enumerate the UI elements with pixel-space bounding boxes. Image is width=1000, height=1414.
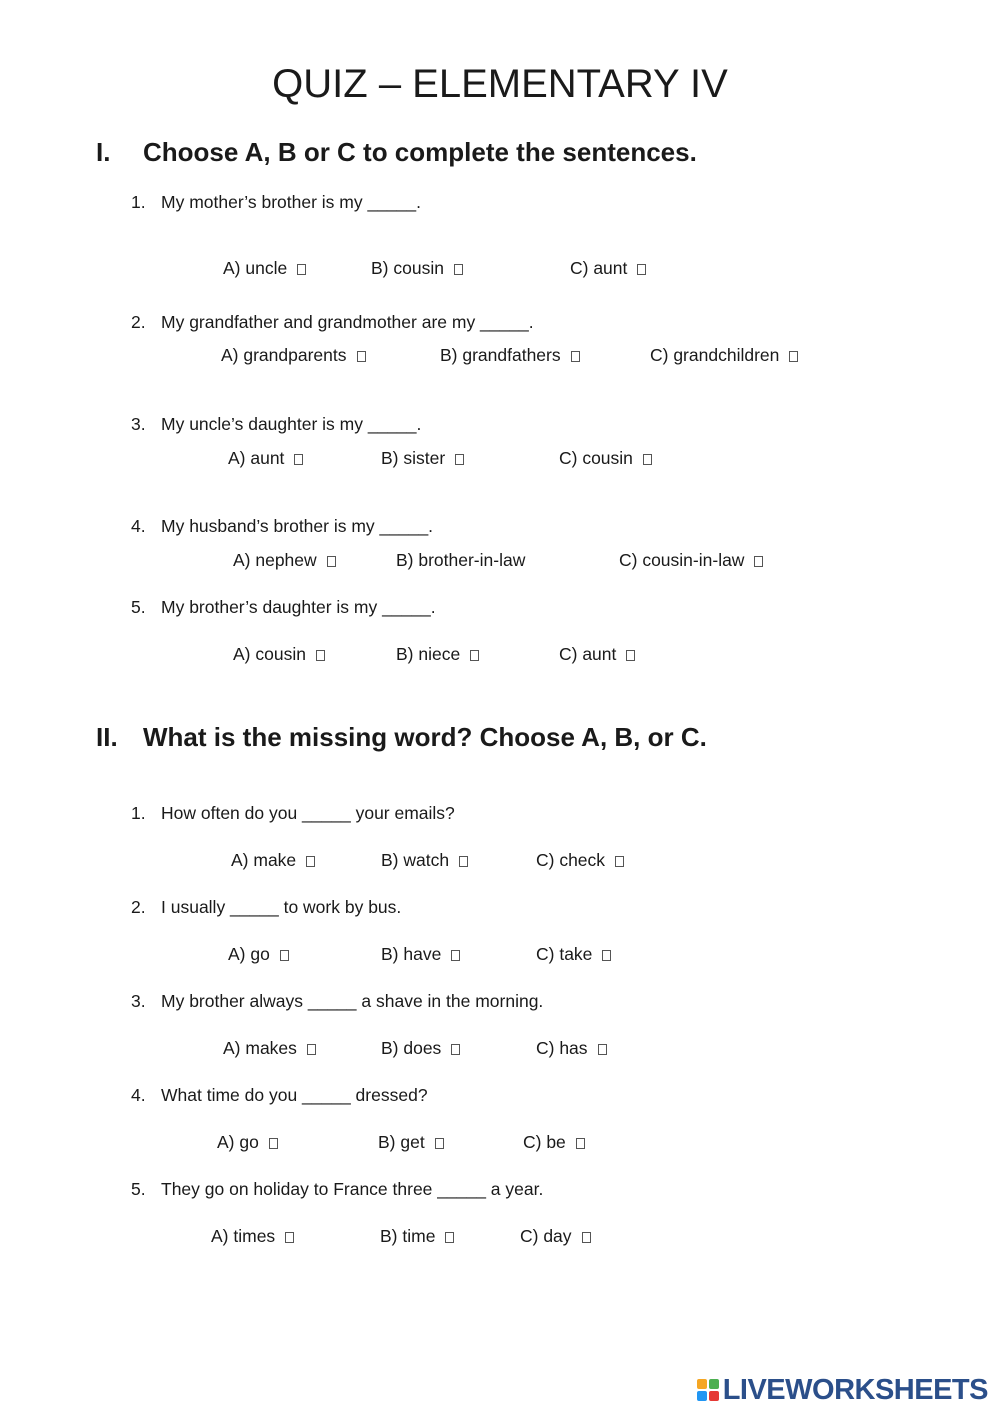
question [131,803,455,824]
checkbox[interactable] [454,264,463,275]
option-label: B) grandfathers [440,345,561,365]
answer-option[interactable] [233,550,336,571]
checkbox[interactable] [571,351,580,362]
option-label: A) times [211,1226,276,1246]
question-number: 4. [131,1085,146,1105]
section-heading [96,137,697,168]
checkbox[interactable] [445,1232,454,1243]
question-text: My brother always _____ a shave in the morning. [161,991,544,1011]
question-number: 4. [131,516,146,536]
checkbox[interactable] [789,351,798,362]
option-label: C) aunt [570,258,628,278]
option-label: A) makes [223,1038,297,1058]
answer-option[interactable] [396,644,479,665]
question-text: What time do you _____ dressed? [161,1085,428,1105]
question-text: My brother’s daughter is my _____. [161,597,436,617]
answer-option[interactable] [233,644,325,665]
option-label: A) aunt [228,448,285,468]
answer-option[interactable] [536,850,624,871]
option-label: C) check [536,850,606,870]
option-label: C) aunt [559,644,617,664]
option-label: B) watch [381,850,450,870]
checkbox[interactable] [626,650,635,661]
question-number: 5. [131,597,146,617]
checkbox[interactable] [285,1232,294,1243]
answer-option[interactable] [228,448,303,469]
checkbox[interactable] [754,556,763,567]
option-label: B) time [380,1226,436,1246]
option-label: B) brother-in-law [396,550,526,570]
question-text: My husband’s brother is my _____. [161,516,434,536]
question-number: 1. [131,192,146,212]
checkbox[interactable] [280,950,289,961]
question [131,192,421,213]
answer-option[interactable] [378,1132,444,1153]
checkbox[interactable] [576,1138,585,1149]
answer-option[interactable] [381,1038,460,1059]
question-number: 1. [131,803,146,823]
section-heading-text: Choose A, B or C to complete the sentences. [143,137,697,167]
question-number: 5. [131,1179,146,1199]
answer-option[interactable] [228,944,289,965]
logo-text: LIVEWORKSHEETS [722,1373,988,1406]
option-label: A) make [231,850,297,870]
option-label: C) cousin-in-law [619,550,745,570]
option-label: A) grandparents [221,345,347,365]
answer-option[interactable] [217,1132,278,1153]
answer-option[interactable] [559,448,652,469]
checkbox[interactable] [435,1138,444,1149]
option-label: C) day [520,1226,572,1246]
question-text: I usually _____ to work by bus. [161,897,402,917]
option-label: C) has [536,1038,588,1058]
logo-tile [709,1391,719,1401]
question [131,312,534,333]
answer-option[interactable] [559,644,635,665]
page-title: QUIZ – ELEMENTARY IV [272,62,728,106]
answer-option[interactable] [536,1038,607,1059]
logo-tile [697,1379,707,1389]
option-label: A) go [217,1132,259,1152]
option-label: A) cousin [233,644,306,664]
option-label: C) take [536,944,593,964]
answer-option[interactable] [221,345,366,366]
option-label: A) nephew [233,550,317,570]
answer-option[interactable] [371,258,463,279]
question [131,991,543,1012]
section-number: II. [96,722,118,752]
question-text: My uncle’s daughter is my _____. [161,414,422,434]
option-label: B) cousin [371,258,444,278]
question-number: 3. [131,991,146,1011]
question-number: 2. [131,312,146,332]
answer-option[interactable] [381,850,468,871]
logo-tile [709,1379,719,1389]
answer-option[interactable] [570,258,646,279]
answer-option[interactable] [440,345,580,366]
option-label: B) sister [381,448,446,468]
option-label: B) get [378,1132,425,1152]
liveworksheets-logo [697,1372,988,1408]
checkbox[interactable] [307,1044,316,1055]
logo-grid-icon [697,1379,719,1401]
checkbox[interactable] [294,454,303,465]
checkbox[interactable] [327,556,336,567]
checkbox[interactable] [269,1138,278,1149]
answer-option[interactable] [536,944,611,965]
question-text: They go on holiday to France three _____ a year. [161,1179,544,1199]
option-label: C) be [523,1132,566,1152]
answer-option[interactable] [619,550,763,571]
answer-option[interactable] [381,448,464,469]
question-number: 3. [131,414,146,434]
option-label: A) go [228,944,270,964]
checkbox[interactable] [643,454,652,465]
section-heading-text: What is the missing word? Choose A, B, or C. [143,722,707,752]
question [131,1085,428,1106]
question [131,897,401,918]
question-text: My mother’s brother is my _____. [161,192,422,212]
section-heading [96,722,707,753]
option-label: C) grandchildren [650,345,780,365]
checkbox[interactable] [297,264,306,275]
checkbox[interactable] [451,1044,460,1055]
checkbox[interactable] [357,351,366,362]
option-label: B) does [381,1038,442,1058]
checkbox[interactable] [459,856,468,867]
question [131,597,436,618]
answer-option[interactable] [380,1226,454,1247]
answer-option[interactable] [223,1038,316,1059]
question-number: 2. [131,897,146,917]
question [131,414,421,435]
checkbox[interactable] [306,856,315,867]
question [131,516,433,537]
checkbox[interactable] [455,454,464,465]
option-label: A) uncle [223,258,288,278]
option-label: B) have [381,944,442,964]
question-text: How often do you _____ your emails? [161,803,455,823]
answer-option[interactable] [223,258,306,279]
checkbox[interactable] [602,950,611,961]
answer-option[interactable] [523,1132,585,1153]
logo-tile [697,1391,707,1401]
answer-option[interactable] [650,345,798,366]
question [131,1179,543,1200]
checkbox[interactable] [582,1232,591,1243]
checkbox[interactable] [615,856,624,867]
answer-option[interactable] [396,550,525,571]
question-text: My grandfather and grandmother are my _____. [161,312,534,332]
checkbox[interactable] [316,650,325,661]
checkbox[interactable] [470,650,479,661]
option-label: C) cousin [559,448,633,468]
answer-option[interactable] [520,1226,591,1247]
answer-option[interactable] [381,944,460,965]
option-label: B) niece [396,644,461,664]
checkbox[interactable] [598,1044,607,1055]
checkbox[interactable] [637,264,646,275]
checkbox[interactable] [451,950,460,961]
answer-option[interactable] [231,850,315,871]
answer-option[interactable] [211,1226,294,1247]
section-number: I. [96,137,111,167]
